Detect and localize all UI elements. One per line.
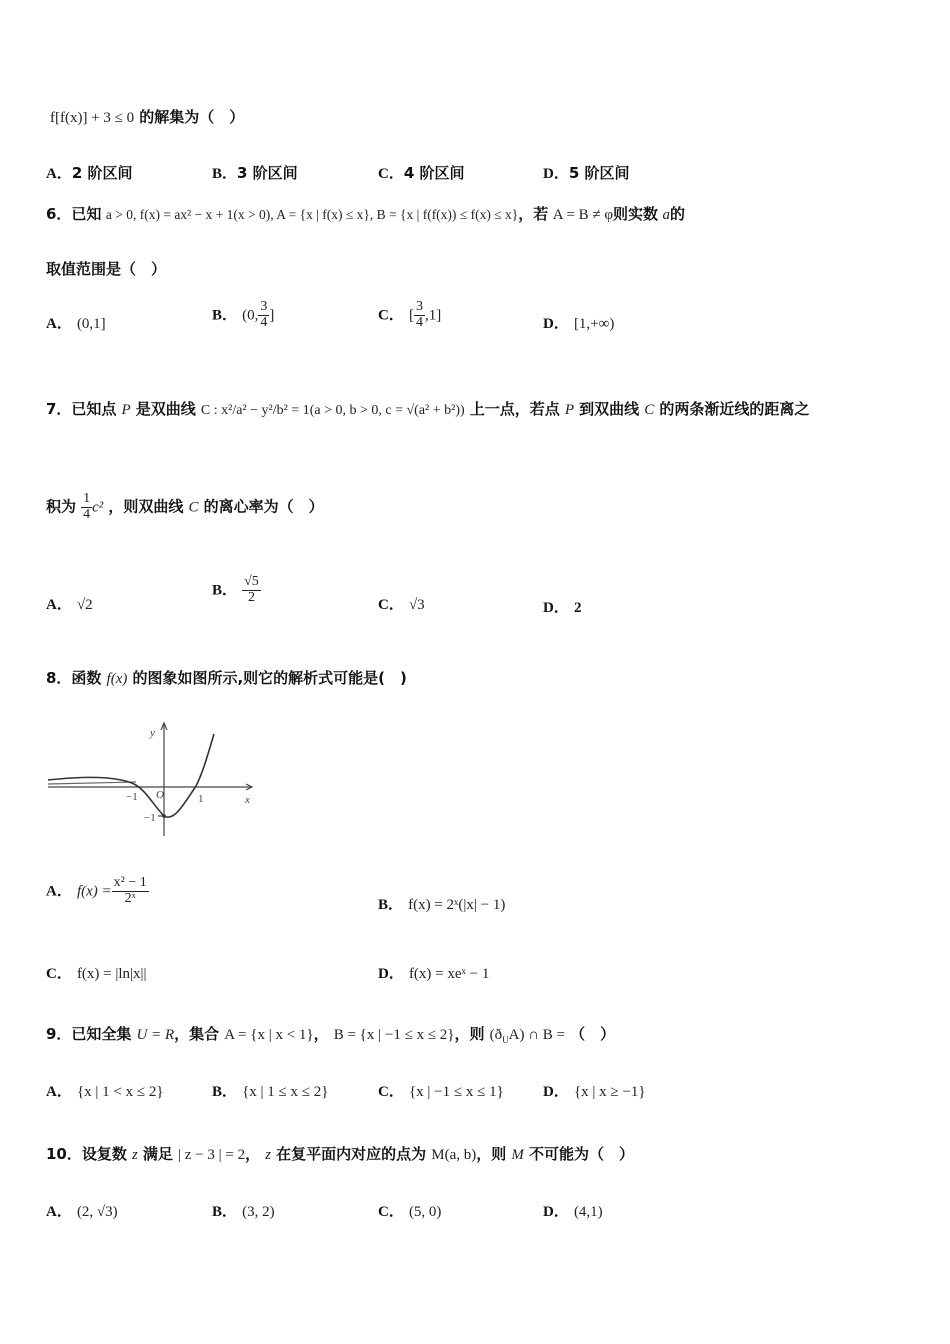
q7-option-d: D． 2 <box>543 600 582 616</box>
q6-option-c: C． [ $\frac{3}{4}$ ,1] <box>378 299 442 330</box>
q6-option-d: D． [1,+∞) <box>543 316 615 332</box>
q8-stem: 8．函数 f(x) 的图象如图所示,则它的解析式可能是( ) <box>46 669 407 687</box>
q9-stem: 9．已知全集 U = R，集合 A = {x | x < 1}， B = {x | −1 ≤ x ≤ 2}，则 $(ð_UA)$ ∩ B = （ ） <box>46 1025 616 1046</box>
q7-stem-line2: 积为 $\frac{1}{4}$ c² ，则双曲线 C 的离心率为（ ） <box>46 491 324 522</box>
q9-option-a: A． {x | 1 < x ≤ 2} <box>46 1084 164 1100</box>
q7-option-a: A． √2 <box>46 597 93 613</box>
x-tick-label-neg1: −1 <box>126 791 138 803</box>
q8-option-d: D． f(x) = xeˣ − 1 <box>378 966 490 982</box>
q8-option-a: A． f(x) = $\frac{\text{x² − 1}}{\text{2ˣ}}$ <box>46 875 147 906</box>
q5-option-d: D．5 阶区间 <box>543 164 630 182</box>
function-graph <box>46 718 266 838</box>
q9-option-d: D． {x | x ≥ −1} <box>543 1084 646 1100</box>
q6-option-a: A． (0,1] <box>46 316 106 332</box>
q8-option-b: B． f(x) = 2ˣ(|x| − 1) <box>378 897 506 913</box>
q7-option-c: C． √3 <box>378 597 425 613</box>
curve <box>48 734 214 817</box>
asymptote-line <box>48 782 136 784</box>
q10-option-b: B． (3, 2) <box>212 1204 275 1220</box>
y-tick-label-neg1: −1 <box>144 812 156 824</box>
q5-math: f[f(x)] + 3 ≤ 0 <box>50 110 135 126</box>
q5-text: 的解集为（ ） <box>139 108 245 126</box>
q9-option-b: B． {x | 1 ≤ x ≤ 2} <box>212 1084 329 1100</box>
q7-stem: 7．已知点 P 是双曲线 C : x²/a² − y²/b² = 1(a > 0, b > 0, c = √(a² + b²)) 上一点，若点 P 到双曲线 C 的两条渐近线的距离之 <box>46 400 810 418</box>
q5-stem <box>50 106 244 127</box>
x-tick-label-1: 1 <box>198 793 204 805</box>
q5-option-b: B．3 阶区间 <box>212 164 298 182</box>
q6-option-b: B． (0, $\frac{3}{4}$ ] <box>212 299 275 330</box>
point-0-neg1 <box>162 814 166 818</box>
q5-option-a: A．2 阶区间 <box>46 164 133 182</box>
q7-option-b: B． $\frac{√5}{2}$ <box>212 574 259 605</box>
q10-option-d: D． (4,1) <box>543 1204 603 1220</box>
q10-option-a: A． (2, √3) <box>46 1204 118 1220</box>
q6-stem-line2: 取值范围是（ ） <box>46 260 167 278</box>
x-axis-label: x <box>245 794 250 806</box>
y-axis-label: y <box>150 727 155 739</box>
q6-condition: a > 0, f(x) = ax² − x + 1(x > 0), A = {x | f(x) ≤ x}, B = {x | f(f(x)) ≤ f(x) ≤ x} <box>105 207 519 222</box>
q5-option-c: C．4 阶区间 <box>378 164 465 182</box>
origin-label: O <box>156 789 164 801</box>
q6-stem: 6．已知 a > 0, f(x) = ax² − x + 1(x > 0), A = {x | f(x) ≤ x}, B = {x | f(f(x)) ≤ f(x) ≤ x}，若 A = B ≠ φ则实数 a的 <box>46 205 686 223</box>
q7-hyperbola: C : x²/a² − y²/b² = 1(a > 0, b > 0, c = √(a² + b²)) <box>200 403 465 418</box>
q10-stem: 10．设复数 z 满足 | z − 3 | = 2， z 在复平面内对应的点为 M(a, b)，则 M 不可能为（ ） <box>46 1145 634 1163</box>
q9-option-c: C． {x | −1 ≤ x ≤ 1} <box>378 1084 504 1100</box>
q10-option-c: C． (5, 0) <box>378 1204 442 1220</box>
q8-option-c: C． f(x) = |ln|x|| <box>46 966 147 982</box>
